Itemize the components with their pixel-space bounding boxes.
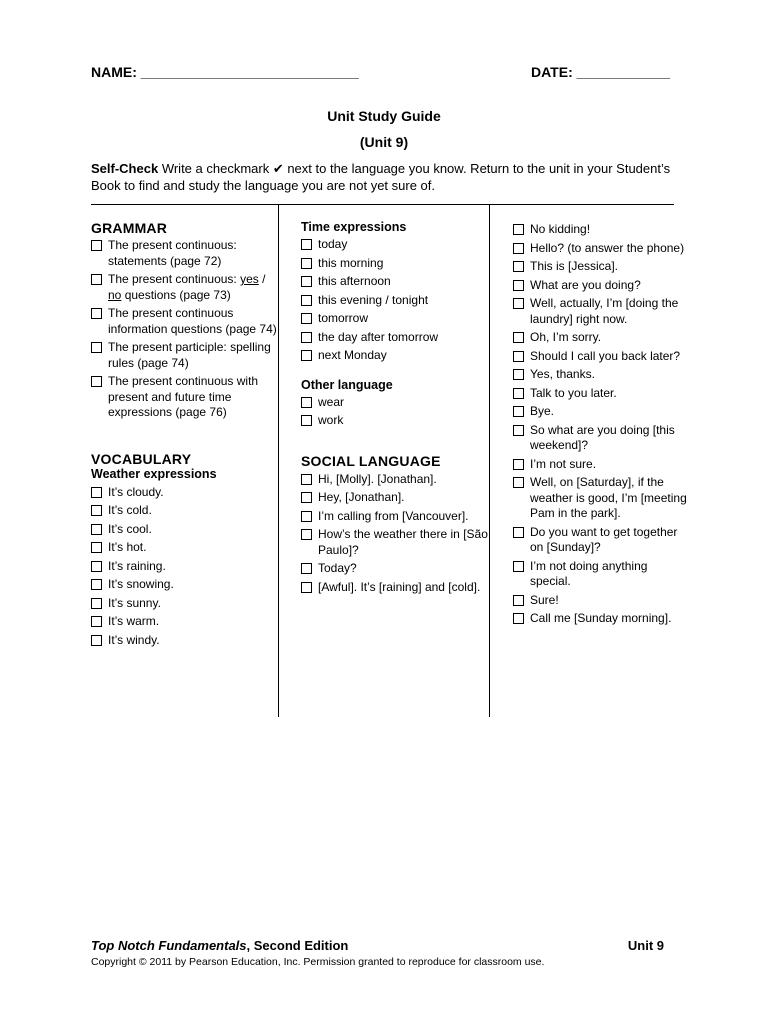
list-item: The present participle: spelling rules (page 74) xyxy=(91,340,281,371)
list-item: this evening / tonight xyxy=(301,293,491,309)
list-item: How’s the weather there in [São Paulo]? xyxy=(301,527,491,558)
checkbox[interactable] xyxy=(301,397,312,408)
list-item: [Awful]. It’s [raining] and [cold]. xyxy=(301,580,491,596)
checkbox[interactable] xyxy=(91,616,102,627)
checkbox[interactable] xyxy=(513,388,524,399)
checkbox[interactable] xyxy=(91,274,102,285)
list-item: The present continuous with present and future time expressions (page 76) xyxy=(91,374,281,421)
copyright: Copyright © 2011 by Pearson Education, Inc. Permission granted to reproduce for classroom use. xyxy=(91,956,545,968)
list-item: Hi, [Molly]. [Jonathan]. xyxy=(301,472,491,488)
checkbox[interactable] xyxy=(513,243,524,254)
list-item: It’s sunny. xyxy=(91,596,281,612)
checkbox[interactable] xyxy=(91,598,102,609)
list-item: The present continuous: yes / no questions (page 73) xyxy=(91,272,281,303)
list-item: Yes, thanks. xyxy=(513,367,688,383)
list-item: Well, on [Saturday], if the weather is good, I’m [meeting Pam in the park]. xyxy=(513,475,688,522)
list-item: It’s cool. xyxy=(91,522,281,538)
date-label: DATE: ____________ xyxy=(531,64,671,80)
checkbox[interactable] xyxy=(91,579,102,590)
social-language-continued xyxy=(513,222,688,630)
checkbox[interactable] xyxy=(513,369,524,380)
checkbox[interactable] xyxy=(301,258,312,269)
divider-rule xyxy=(91,204,674,205)
list-item: today xyxy=(301,237,491,253)
checkbox[interactable] xyxy=(91,342,102,353)
page-subtitle: (Unit 9) xyxy=(359,134,409,150)
list-item: It’s snowing. xyxy=(91,577,281,593)
social-language-heading: SOCIAL LANGUAGE xyxy=(301,452,441,469)
checkbox[interactable] xyxy=(301,492,312,503)
list-item: Do you want to get together on [Sunday]? xyxy=(513,525,688,556)
grammar-list xyxy=(91,238,281,421)
footer-unit: Unit 9 xyxy=(627,938,664,953)
checkbox[interactable] xyxy=(301,563,312,574)
self-check-text: Write a checkmark ✔ next to the language you know. Return to the unit in your Student’s Book to find and study the language you are not yet sure of. xyxy=(91,161,671,193)
list-item: Call me [Sunday morning]. xyxy=(513,611,688,627)
list-item: Bye. xyxy=(513,404,688,420)
book-title: Top Notch Fundamentals xyxy=(91,938,247,953)
list-item: Talk to you later. xyxy=(513,386,688,402)
vocabulary-list xyxy=(91,485,281,649)
checkbox[interactable] xyxy=(301,276,312,287)
checkbox[interactable] xyxy=(301,529,312,540)
checkbox[interactable] xyxy=(513,224,524,235)
checkbox[interactable] xyxy=(513,595,524,606)
self-check-instructions xyxy=(91,160,681,194)
checkbox[interactable] xyxy=(91,308,102,319)
list-item: tomorrow xyxy=(301,311,491,327)
checkbox[interactable] xyxy=(513,280,524,291)
self-check-label: Self-Check xyxy=(91,161,159,176)
time-expressions-section xyxy=(301,220,491,598)
checkbox[interactable] xyxy=(91,542,102,553)
checkbox[interactable] xyxy=(513,527,524,538)
list-item: work xyxy=(301,413,491,429)
list-item: What are you doing? xyxy=(513,278,688,294)
checkbox[interactable] xyxy=(301,474,312,485)
list-item: So what are you doing [this weekend]? xyxy=(513,423,688,454)
social-language-list xyxy=(301,472,491,596)
name-label: NAME: ____________________________ xyxy=(91,64,359,80)
checkbox[interactable] xyxy=(91,376,102,387)
checkbox[interactable] xyxy=(513,406,524,417)
list-item: I’m calling from [Vancouver]. xyxy=(301,509,491,525)
social-language-list-continued xyxy=(513,222,688,627)
footer-title xyxy=(91,938,664,953)
list-item: The present continuous information questions (page 74) xyxy=(91,306,281,337)
list-item: next Monday xyxy=(301,348,491,364)
checkbox[interactable] xyxy=(91,240,102,251)
list-item: The present continuous: statements (page 72) xyxy=(91,238,281,269)
list-item: It’s cold. xyxy=(91,503,281,519)
list-item: Hello? (to answer the phone) xyxy=(513,241,688,257)
list-item: Sure! xyxy=(513,593,688,609)
list-item: this morning xyxy=(301,256,491,272)
checkbox[interactable] xyxy=(301,313,312,324)
checkbox[interactable] xyxy=(513,351,524,362)
header xyxy=(91,64,671,80)
grammar-section xyxy=(91,220,281,651)
checkbox[interactable] xyxy=(301,332,312,343)
list-item: It’s warm. xyxy=(91,614,281,630)
weather-expressions-heading: Weather expressions xyxy=(91,466,217,481)
list-item: I’m not doing anything special. xyxy=(513,559,688,590)
checkbox[interactable] xyxy=(91,635,102,646)
list-item: this afternoon xyxy=(301,274,491,290)
list-item: Hey, [Jonathan]. xyxy=(301,490,491,506)
list-item: the day after tomorrow xyxy=(301,330,491,346)
list-item: I’m not sure. xyxy=(513,457,688,473)
checkbox[interactable] xyxy=(91,505,102,516)
other-language-list xyxy=(301,395,491,429)
checkbox[interactable] xyxy=(91,487,102,498)
checkbox[interactable] xyxy=(513,261,524,272)
checkbox[interactable] xyxy=(301,350,312,361)
list-item: No kidding! xyxy=(513,222,688,238)
list-item: Oh, I’m sorry. xyxy=(513,330,688,346)
time-expressions-heading: Time expressions xyxy=(301,220,407,234)
checkbox[interactable] xyxy=(301,415,312,426)
book-edition: , Second Edition xyxy=(246,938,349,953)
checkbox[interactable] xyxy=(513,425,524,436)
checkbox[interactable] xyxy=(301,295,312,306)
checkbox[interactable] xyxy=(301,511,312,522)
other-language-heading: Other language xyxy=(301,377,393,392)
list-item: It’s cloudy. xyxy=(91,485,281,501)
list-item: It’s windy. xyxy=(91,633,281,649)
page-title: Unit Study Guide xyxy=(327,108,441,124)
checkbox[interactable] xyxy=(301,582,312,593)
checkbox[interactable] xyxy=(513,477,524,488)
list-item: This is [Jessica]. xyxy=(513,259,688,275)
time-expressions-list xyxy=(301,237,491,364)
grammar-heading: GRAMMAR xyxy=(91,220,168,236)
checkbox[interactable] xyxy=(91,561,102,572)
checkbox[interactable] xyxy=(513,332,524,343)
list-item: It’s hot. xyxy=(91,540,281,556)
checkbox[interactable] xyxy=(91,524,102,535)
list-item: It’s raining. xyxy=(91,559,281,575)
list-item: Today? xyxy=(301,561,491,577)
checkbox[interactable] xyxy=(513,298,524,309)
checkbox[interactable] xyxy=(513,613,524,624)
list-item: wear xyxy=(301,395,491,411)
list-item: Should I call you back later? xyxy=(513,349,688,365)
vocabulary-heading: VOCABULARY xyxy=(91,450,192,467)
checkbox[interactable] xyxy=(301,239,312,250)
list-item: Well, actually, I’m [doing the laundry] right now. xyxy=(513,296,688,327)
checkbox[interactable] xyxy=(513,459,524,470)
checkbox[interactable] xyxy=(513,561,524,572)
